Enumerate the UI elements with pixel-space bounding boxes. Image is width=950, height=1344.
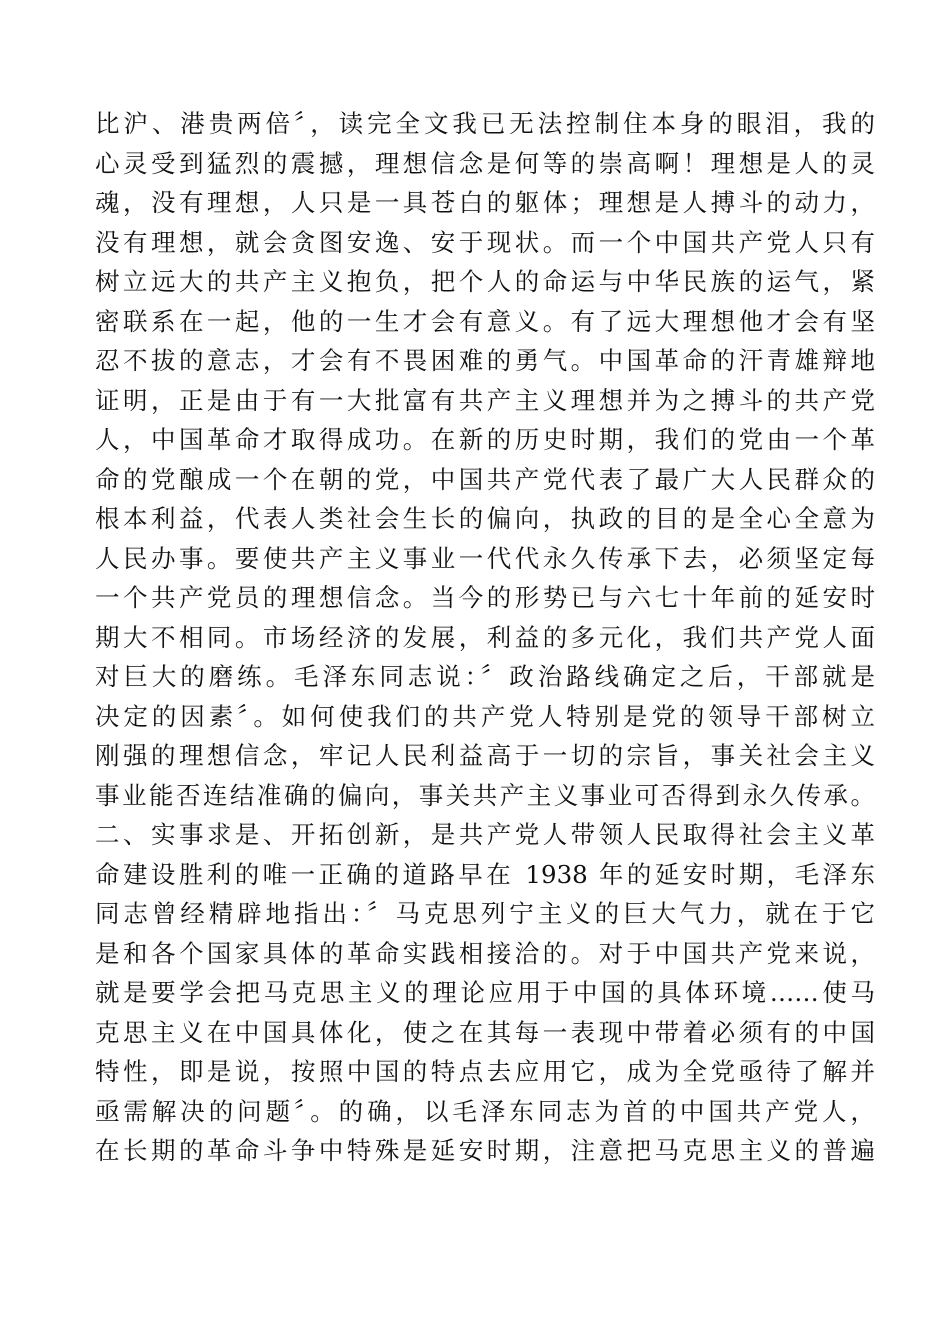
text-line-24: 克思主义在中国具体化，使之在其每一表现中带着必须有的中国 xyxy=(95,1017,875,1047)
text-line-4: 没有理想，就会贪图安逸、安于现状。而一个中国共产党人只有 xyxy=(95,227,875,257)
text-line-16: 决定的因素〞。如何使我们的共产党人特别是党的领导干部树立 xyxy=(95,701,875,731)
text-line-23: 就是要学会把马克思主义的理论应用于中国的具体环境……使马 xyxy=(95,978,875,1007)
text-line-3: 魂，没有理想，人只是一具苍白的躯体；理想是人搏斗的动力， xyxy=(95,188,875,217)
text-line-5: 树立远大的共产主义抱负，把个人的命运与中华民族的运气，紧 xyxy=(95,267,875,296)
text-line-15: 对巨大的磨练。毛泽东同志说：〞政治路线确定之后，干部就是 xyxy=(95,662,875,691)
text-line-6: 密联系在一起，他的一生才会有意义。有了远大理想他才会有坚 xyxy=(95,306,875,336)
text-line-11: 根本利益，代表人类社会生长的偏向，执政的目的是全心全意为 xyxy=(95,504,875,533)
text-line-13: 一个共产党员的理想信念。当今的形势已与六七十年前的延安时 xyxy=(95,583,875,612)
text-line-27: 在长期的革命斗争中特殊是延安时期，注意把马克思主义的普遍 xyxy=(95,1136,875,1165)
text-line-25: 特性，即是说，按照中国的特点去应用它，成为全党亟待了解并 xyxy=(95,1057,875,1086)
text-line-21: 同志曾经精辟地指出：〞马克思列宁主义的巨大气力，就在于它 xyxy=(95,899,875,928)
text-line-10: 命的党酿成一个在朝的党，中国共产党代表了最广大人民群众的 xyxy=(95,464,875,494)
text-line-18: 事业能否连结准确的偏向，事关共产主义事业可否得到永久传承。 xyxy=(95,780,875,810)
text-line-26: 亟需解决的问题〞。的确，以毛泽东同志为首的中国共产党人， xyxy=(95,1096,875,1126)
text-line-22: 是和各个国家具体的革命实践相接洽的。对于中国共产党来说， xyxy=(95,938,875,968)
body-text xyxy=(95,104,875,1171)
text-line-14: 期大不相同。市场经济的发展，利益的多元化，我们共产党人面 xyxy=(95,622,875,652)
text-line-2: 心灵受到猛烈的震撼，理想信念是何等的崇高啊！理想是人的灵 xyxy=(95,148,875,178)
text-line-8: 证明，正是由于有一大批富有共产主义理想并为之搏斗的共产党 xyxy=(95,385,875,415)
text-line-19: 二、实事求是、开拓创新，是共产党人带领人民取得社会主义革 xyxy=(95,820,875,849)
text-line-1: 比沪、港贵两倍〞，读完全文我已无法控制住本身的眼泪，我的 xyxy=(95,109,875,138)
text-line-7: 忍不拔的意志，才会有不畏困难的勇气。中国革命的汗青雄辩地 xyxy=(95,346,875,375)
text-line-12: 人民办事。要使共产主义事业一代代永久传承下去，必须坚定每 xyxy=(95,543,875,573)
text-line-20: 命建设胜利的唯一正确的道路早在 1938 年的延安时期，毛泽东 xyxy=(95,859,875,889)
text-line-17: 刚强的理想信念，牢记人民利益高于一切的宗旨，事关社会主义 xyxy=(95,741,875,770)
text-line-9: 人，中国革命才取得成功。在新的历史时期，我们的党由一个革 xyxy=(95,425,875,454)
